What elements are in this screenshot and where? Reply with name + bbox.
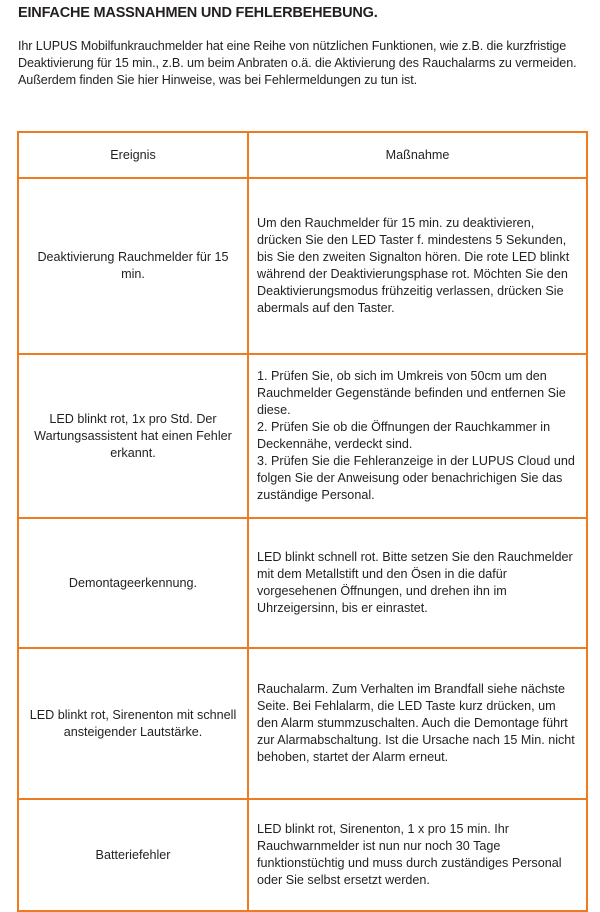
action-cell: Rauchalarm. Zum Verhalten im Brandfall siehe nächste Seite. Bei Fehlalarm, die LED Taste kurz drücken, um den Alarm stummzuschalten. Auch die Demontage führt zur Alarmabschaltung. Ist die Ursache nach 15 Min. nicht behoben, startet der Alarm erneut. [248, 648, 587, 799]
action-cell [248, 354, 587, 518]
troubleshooting-table [17, 131, 588, 912]
action-step: 3. Prüfen Sie die Fehleranzeige in der LUPUS Cloud und folgen Sie der Anweisung oder benachrichigen Sie das zuständige Personal. [257, 454, 575, 502]
table-row [18, 648, 587, 799]
intro-paragraph: Ihr LUPUS Mobilfunkrauchmelder hat eine Reihe von nützlichen Funktionen, wie z.B. die kurzfristige Deaktivierung für 15 min., z.B. um beim Anbraten o.ä. die Aktivierung des Rauchalarms zu vermeiden. Außerdem finden Sie hier Hinweise, was bei Fehlermeldungen zu tun ist. [18, 39, 577, 87]
event-cell: Batteriefehler [18, 799, 248, 911]
table-row [18, 178, 587, 354]
table-row [18, 518, 587, 648]
action-step: 2. Prüfen Sie ob die Öffnungen der Rauchkammer in Deckennähe, verdeckt sind. [257, 420, 551, 451]
event-cell: LED blinkt rot, 1x pro Std. Der Wartungsassistent hat einen Fehler erkannt. [18, 354, 248, 518]
table-header-row [18, 132, 587, 178]
action-step: 1. Prüfen Sie, ob sich im Umkreis von 50cm um den Rauchmelder Gegenstände befinden und entfernen Sie diese. [257, 369, 566, 417]
action-cell: Um den Rauchmelder für 15 min. zu deaktivieren, drücken Sie den LED Taster f. mindestens 5 Sekunden, bis Sie den zweiten Signalton hören. Die rote LED blinkt während der Deaktivierungsphase rot. Möchten Sie den Deaktivierungsmodus frühzeitig verlassen, drücken Sie abermals auf den Taster. [248, 178, 587, 354]
action-cell: LED blinkt rot, Sirenenton, 1 x pro 15 min. Ihr Rauchwarnmelder ist nun nur noch 30 Tage funktionstüchtig und muss durch zuständiges Personal oder Sie selbst ersetzt werden. [248, 799, 587, 911]
action-cell: LED blinkt schnell rot. Bitte setzen Sie den Rauchmelder mit dem Metallstift und den Ösen in die dafür vorgesehenen Öffnungen, und drehen ihn im Uhrzeigersinn, bis er einrastet. [248, 518, 587, 648]
table-row [18, 799, 587, 911]
event-cell: LED blinkt rot, Sirenenton mit schnell ansteigender Lautstärke. [18, 648, 248, 799]
section-title: EINFACHE MASSNAHMEN UND FEHLERBEHEBUNG. [18, 5, 378, 21]
header-action: Maßnahme [248, 132, 587, 178]
event-cell: Demontageerkennung. [18, 518, 248, 648]
table-row [18, 354, 587, 518]
header-event: Ereignis [18, 132, 248, 178]
event-cell: Deaktivierung Rauchmelder für 15 min. [18, 178, 248, 354]
